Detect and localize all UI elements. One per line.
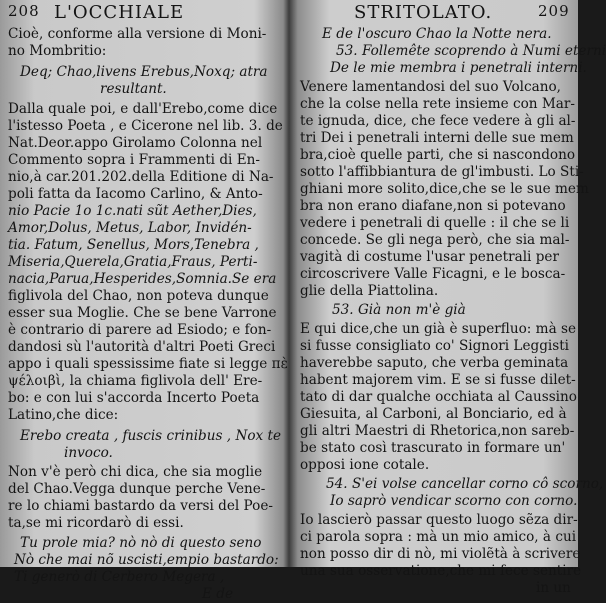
- text-line: habent majorem vim. E se si fusse dilet-: [300, 372, 576, 388]
- text-line: ci parola sopra : mà un mio amico, à cui: [300, 529, 577, 545]
- text-line: nio Pacie 1o 1c.nati sũt Aether,Dies,: [8, 203, 257, 219]
- text-line: appo i quali spessissime fiate si legge πὲ: [8, 356, 288, 372]
- text-line: ghiani more solito,dice,che se le sue mem: [300, 181, 589, 197]
- text-line: Io saprò vendicar scorno con corno.: [330, 493, 578, 509]
- text-line: esser sua Moglie. Che se bene Varrone: [8, 305, 277, 321]
- right-running-title: STRITOLATO.: [354, 2, 493, 23]
- text-line: bo: e con lui s'accorda Incerto Poeta: [8, 390, 260, 406]
- text-line: l'istesso Poeta , e Cicerone nel lib. 3. de: [8, 118, 283, 134]
- text-line: Dalla quale poi, e dall'Erebo,come dice: [8, 101, 278, 117]
- text-line: 53. Follemête scoprendo à Numi eterni: [336, 43, 606, 59]
- text-line: ta,se mi ricordarò di essi.: [8, 515, 184, 531]
- text-line: Commento sopra i Frammenti di En-: [8, 152, 260, 168]
- text-line: Cioè, conforme alla versione di Moni-: [8, 26, 267, 42]
- text-line: Ti generò di Cerbero Megera ,: [14, 569, 225, 585]
- left-page-number: 208: [8, 2, 40, 20]
- text-line: Venere lamentandosi del suo Volcano,: [300, 79, 562, 95]
- text-line: non posso dir di nò, mi violẽtà à scrivere: [300, 546, 581, 562]
- text-line: gli altri Maestri di Rhetorica,non sareb-: [300, 423, 575, 439]
- text-line: tia. Fatum, Senellus, Mors,Tenebra ,: [8, 237, 259, 253]
- text-line: Nat.Deor.appo Girolamo Colonna nel: [8, 135, 263, 151]
- text-line: re lo chiami bastardo da versi del Poe-: [8, 498, 273, 514]
- text-line: Nò che mai nõ uscisti,empio bastardo:: [14, 552, 279, 568]
- text-line: no Mombritio:: [8, 43, 107, 59]
- text-line: Amor,Dolus, Metus, Labor, Invidén-: [8, 220, 252, 236]
- text-line: Miseria,Querela,Gratia,Fraus, Perti-: [8, 254, 258, 270]
- text-line: circoscrivere Valle Ficagni, e le boscа-: [300, 266, 566, 282]
- text-line: be stato così trascurato in formare un': [300, 440, 566, 456]
- text-line: nio,à car.201.202.della Editione di Na-: [8, 169, 274, 185]
- text-line: opposi ione cotale.: [300, 457, 430, 473]
- right-page: [292, 0, 606, 596]
- left-page: [0, 0, 288, 602]
- text-line: te ignuda, dice, che fece vedere à gli al-: [300, 113, 576, 129]
- text-line: che la colse nella rete insieme con Mar-: [300, 96, 576, 112]
- text-line: Tu prole mia? nò nò di questo seno: [20, 535, 262, 551]
- right-page-number: 209: [538, 2, 570, 20]
- text-line: sotto l'affibbiantura de gl'imbusti. Lo Sti-: [300, 164, 584, 180]
- text-line: De le mie membra i penetrali interni.: [330, 60, 587, 76]
- text-line: tato di dar qualche occhiata al Caussino: [300, 389, 577, 405]
- text-line: figlivola del Chao, non poteva dunque: [8, 288, 269, 304]
- text-line: bra,cioè quelle parti, che si nascondono: [300, 147, 576, 163]
- text-line: 53. Già non m'è già: [332, 302, 466, 318]
- text-line: 54. S'ei volse cancellar corno cô scorno,: [326, 476, 604, 492]
- text-line: Erebo creata , fuscis crinibus , Nox te: [20, 428, 282, 444]
- text-line: Deq; Chao,livens Erebus,Noxq; atra: [20, 64, 268, 80]
- text-line: Latino,che dice:: [8, 407, 119, 423]
- text-line: invoco.: [64, 445, 113, 461]
- text-line: ψέλοιβὶ, la chiama figlivola dell' Ere-: [8, 373, 263, 389]
- text-line: E de l'oscuro Chao la Notte nera.: [322, 26, 552, 42]
- text-line: vedere i penetrali di quelle : il che se li: [300, 215, 570, 231]
- text-line: in un: [536, 580, 571, 596]
- text-line: nacia,Parua,Hesperides,Somnia.Se era: [8, 271, 277, 287]
- text-line: resultant.: [100, 81, 167, 97]
- text-line: dandosi sù l'autorità d'altri Poeti Greci: [8, 339, 276, 355]
- text-line: Non v'è però chi dica, che sia moglie: [8, 464, 263, 480]
- text-line: si fusse consigliato co' Signori Leggisti: [300, 338, 570, 354]
- text-line: glie della Piattolina.: [300, 283, 439, 299]
- left-running-title: L'OCCHIALE: [54, 2, 185, 23]
- text-line: del Chao.Vegga dunque perche Vene-: [8, 481, 266, 497]
- text-line: Io lascierò passar questo luogo sẽza dir-: [300, 512, 578, 528]
- text-line: è contrario di parere ad Esiodo; e fon-: [8, 322, 272, 338]
- text-line: vagità di costume l'usar penetrali per: [300, 249, 559, 265]
- text-line: Giesuita, al Carboni, al Bonciario, ed à: [300, 406, 567, 422]
- text-line: poli fatta da Iacomo Carlino, & Anto-: [8, 186, 263, 202]
- text-line: E de: [202, 586, 233, 602]
- text-line: haverebbe saputo, che verba geminata: [300, 355, 569, 371]
- text-line: bra non erano diafane,non si potevano: [300, 198, 566, 214]
- text-line: una sua osservatione,che mi fece sentire: [300, 563, 582, 579]
- text-line: E qui dice,che un già è superfluo: mà se: [300, 321, 577, 337]
- text-line: tri Dei i penetrali interni delle sue mem: [300, 130, 574, 146]
- text-line: concede. Se gli nega però, che sia mal-: [300, 232, 570, 248]
